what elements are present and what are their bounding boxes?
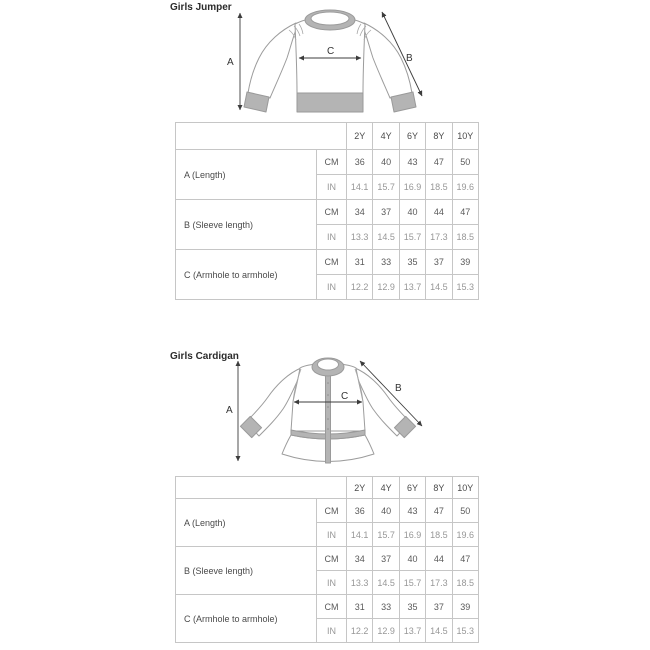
corner-cell: [176, 477, 347, 499]
value-cell: 18.5: [452, 225, 478, 250]
unit-cell: CM: [317, 200, 347, 225]
value-cell: 47: [426, 499, 452, 523]
value-cell: 13.7: [399, 275, 425, 300]
size-header: 4Y: [373, 477, 399, 499]
value-cell: 40: [373, 150, 399, 175]
measure-label-cell: A (Length): [176, 499, 317, 547]
value-cell: 12.2: [347, 275, 373, 300]
value-cell: 31: [347, 250, 373, 275]
value-cell: 15.7: [373, 175, 399, 200]
cardigan-diagram: [225, 357, 425, 467]
measure-a-label: A: [227, 57, 234, 68]
value-cell: 13.3: [347, 225, 373, 250]
size-header: 2Y: [347, 477, 373, 499]
value-cell: 19.6: [452, 523, 478, 547]
value-cell: 14.1: [347, 523, 373, 547]
value-cell: 47: [426, 150, 452, 175]
value-cell: 18.5: [452, 571, 478, 595]
value-cell: 37: [426, 250, 452, 275]
measure-label-cell: B (Sleeve length): [176, 547, 317, 595]
unit-cell: CM: [317, 250, 347, 275]
section-title-jumper: Girls Jumper: [170, 2, 232, 13]
value-cell: 14.5: [426, 275, 452, 300]
unit-cell: CM: [317, 547, 347, 571]
value-cell: 37: [426, 595, 452, 619]
jumper-size-table: [175, 122, 479, 300]
value-cell: 33: [373, 595, 399, 619]
size-header: 8Y: [426, 123, 452, 150]
value-cell: 43: [399, 499, 425, 523]
size-header: 10Y: [452, 123, 478, 150]
value-cell: 14.5: [426, 619, 452, 643]
size-header: 4Y: [373, 123, 399, 150]
value-cell: 18.5: [426, 523, 452, 547]
value-cell: 17.3: [426, 571, 452, 595]
value-cell: 40: [399, 547, 425, 571]
size-header: 6Y: [399, 477, 425, 499]
value-cell: 18.5: [426, 175, 452, 200]
jumper-left-sleeve: [248, 23, 298, 98]
measure-label-cell: C (Armhole to armhole): [176, 595, 317, 643]
value-cell: 36: [347, 499, 373, 523]
measure-label-cell: C (Armhole to armhole): [176, 250, 317, 300]
table-header-row: [176, 123, 479, 150]
value-cell: 16.9: [399, 175, 425, 200]
value-cell: 35: [399, 595, 425, 619]
measure-a-label: A: [226, 405, 233, 416]
value-cell: 19.6: [452, 175, 478, 200]
unit-cell: IN: [317, 175, 347, 200]
value-cell: 12.9: [373, 619, 399, 643]
table-row: [176, 150, 479, 175]
size-header: 8Y: [426, 477, 452, 499]
value-cell: 15.7: [399, 225, 425, 250]
cardigan-placket: [326, 373, 331, 463]
value-cell: 44: [426, 547, 452, 571]
value-cell: 34: [347, 200, 373, 225]
cardigan-neck-opening: [318, 359, 339, 370]
value-cell: 14.5: [373, 225, 399, 250]
unit-cell: IN: [317, 571, 347, 595]
value-cell: 14.1: [347, 175, 373, 200]
jumper-right-sleeve: [362, 23, 412, 98]
table-header-row: [176, 477, 479, 499]
measure-b-label: B: [406, 53, 413, 64]
value-cell: 47: [452, 547, 478, 571]
jumper-neck-opening: [311, 12, 349, 25]
jumper-hem-band: [297, 93, 363, 112]
jumper-diagram: [225, 8, 425, 113]
value-cell: 44: [426, 200, 452, 225]
value-cell: 35: [399, 250, 425, 275]
value-cell: 43: [399, 150, 425, 175]
value-cell: 12.2: [347, 619, 373, 643]
value-cell: 39: [452, 595, 478, 619]
table-row: [176, 595, 479, 619]
value-cell: 15.3: [452, 275, 478, 300]
value-cell: 37: [373, 200, 399, 225]
unit-cell: IN: [317, 225, 347, 250]
value-cell: 40: [399, 200, 425, 225]
value-cell: 33: [373, 250, 399, 275]
value-cell: 31: [347, 595, 373, 619]
value-cell: 14.5: [373, 571, 399, 595]
cardigan-size-table: [175, 476, 479, 643]
table-row: [176, 200, 479, 225]
value-cell: 50: [452, 499, 478, 523]
value-cell: 47: [452, 200, 478, 225]
value-cell: 13.7: [399, 619, 425, 643]
value-cell: 39: [452, 250, 478, 275]
unit-cell: IN: [317, 523, 347, 547]
value-cell: 34: [347, 547, 373, 571]
unit-cell: IN: [317, 275, 347, 300]
measure-label-cell: B (Sleeve length): [176, 200, 317, 250]
size-header: 2Y: [347, 123, 373, 150]
table-row: [176, 547, 479, 571]
measure-c-label: C: [341, 391, 349, 402]
value-cell: 50: [452, 150, 478, 175]
size-header: 10Y: [452, 477, 478, 499]
unit-cell: CM: [317, 150, 347, 175]
unit-cell: IN: [317, 619, 347, 643]
value-cell: 16.9: [399, 523, 425, 547]
value-cell: 15.3: [452, 619, 478, 643]
measure-b-label: B: [395, 383, 402, 394]
measure-label-cell: A (Length): [176, 150, 317, 200]
value-cell: 13.3: [347, 571, 373, 595]
table-row: [176, 499, 479, 523]
value-cell: 15.7: [399, 571, 425, 595]
size-header: 6Y: [399, 123, 425, 150]
unit-cell: CM: [317, 499, 347, 523]
section-title-cardigan: Girls Cardigan: [170, 351, 239, 362]
table-row: [176, 250, 479, 275]
measure-c-label: C: [327, 46, 335, 57]
value-cell: 36: [347, 150, 373, 175]
value-cell: 12.9: [373, 275, 399, 300]
unit-cell: CM: [317, 595, 347, 619]
corner-cell: [176, 123, 347, 150]
value-cell: 15.7: [373, 523, 399, 547]
value-cell: 17.3: [426, 225, 452, 250]
value-cell: 37: [373, 547, 399, 571]
value-cell: 40: [373, 499, 399, 523]
